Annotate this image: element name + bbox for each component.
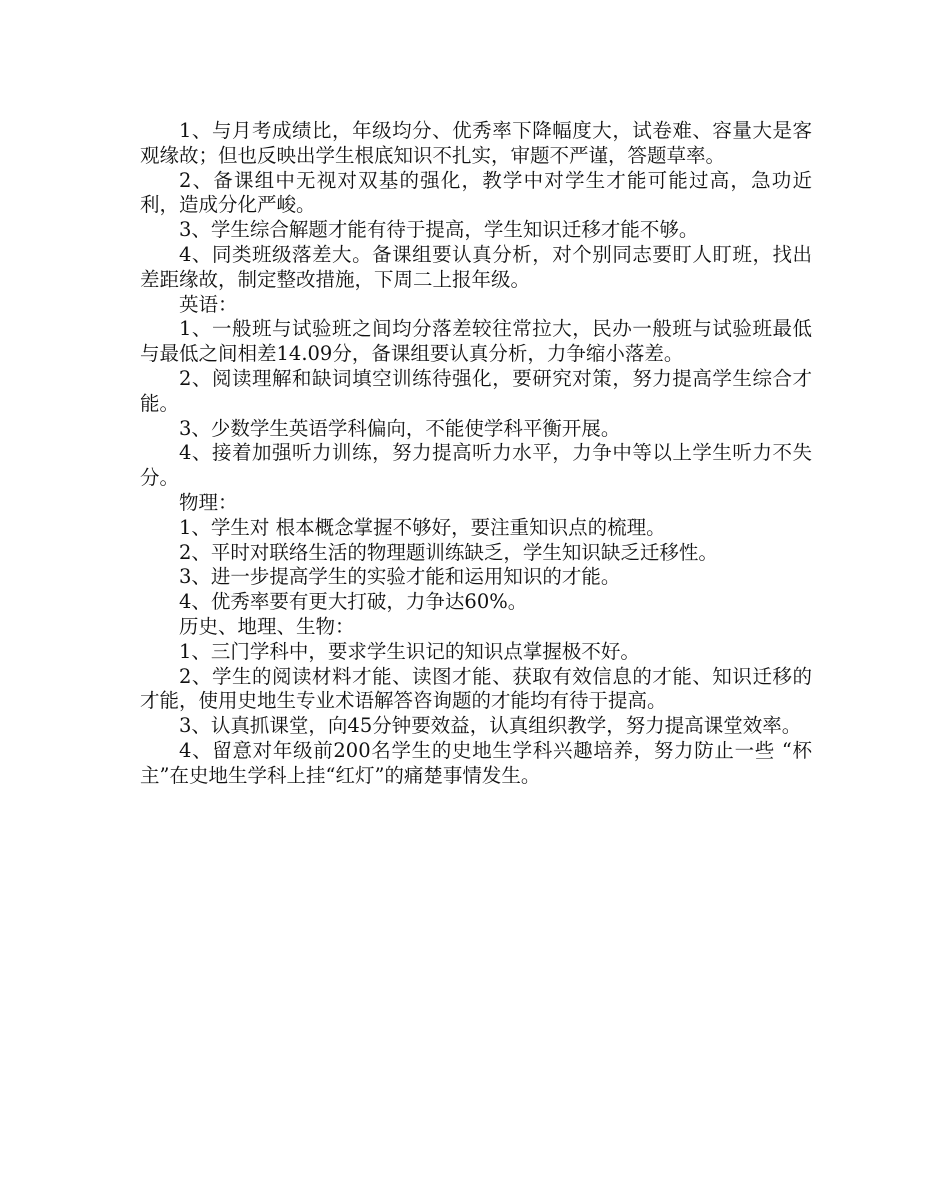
section-heading-english: 英语： <box>179 292 238 316</box>
section-heading-physics: 物理： <box>179 490 238 514</box>
paragraph: 4、优秀率要有更大打破，力争达60%。 <box>179 590 528 614</box>
paragraph: 1、一般班与试验班之间均分落差较往常拉大，民办一般班与试验班最低与最低之间相差14.09分，备课组要认真分析，力争缩小落差。 <box>140 317 812 366</box>
document-body <box>140 119 812 789</box>
paragraph: 4、同类班级落差大。备课组要认真分析，对个别同志要盯人盯班，找出差距缘故，制定整改措施，下周二上报年级。 <box>140 242 812 291</box>
paragraph: 3、认真抓课堂，向45分钟要效益，认真组织教学，努力提高课堂效率。 <box>179 714 802 738</box>
paragraph: 3、学生综合解题才能有待于提高，学生知识迁移才能不够。 <box>179 218 699 242</box>
paragraph: 2、学生的阅读材料才能、读图才能、获取有效信息的才能、知识迁移的才能，使用史地生专业术语解答咨询题的才能均有待于提高。 <box>140 664 812 713</box>
paragraph: 1、与月考成绩比，年级均分、优秀率下降幅度大，试卷难、容量大是客观缘故；但也反映出学生根底知识不扎实，审题不严谨，答题草率。 <box>140 119 812 167</box>
paragraph: 3、少数学生英语学科偏向，不能使学科平衡开展。 <box>179 416 621 440</box>
paragraph: 1、学生对 根本概念掌握不够好，要注重知识点的梳理。 <box>179 515 666 539</box>
paragraph: 4、留意对年级前200名学生的史地生学科兴趣培养，努力防止一些 “杯主”在史地生学科上挂“红灯”的痛楚事情发生。 <box>140 738 812 787</box>
paragraph: 2、备课组中无视对双基的强化，教学中对学生才能可能过高，急功近利，造成分化严峻。 <box>140 168 812 217</box>
paragraph: 2、平时对联络生活的物理题训练缺乏，学生知识缺乏迁移性。 <box>179 540 718 564</box>
section-heading-history-geography-biology: 历史、地理、生物： <box>179 614 355 638</box>
paragraph: 2、阅读理解和缺词填空训练待强化，要研究对策，努力提高学生综合才能。 <box>140 366 812 415</box>
paragraph: 3、进一步提高学生的实验才能和运用知识的才能。 <box>179 565 621 589</box>
paragraph: 1、三门学科中，要求学生识记的知识点掌握极不好。 <box>179 639 640 663</box>
paragraph: 4、接着加强听力训练，努力提高听力水平，力争中等以上学生听力不失分。 <box>140 441 812 490</box>
